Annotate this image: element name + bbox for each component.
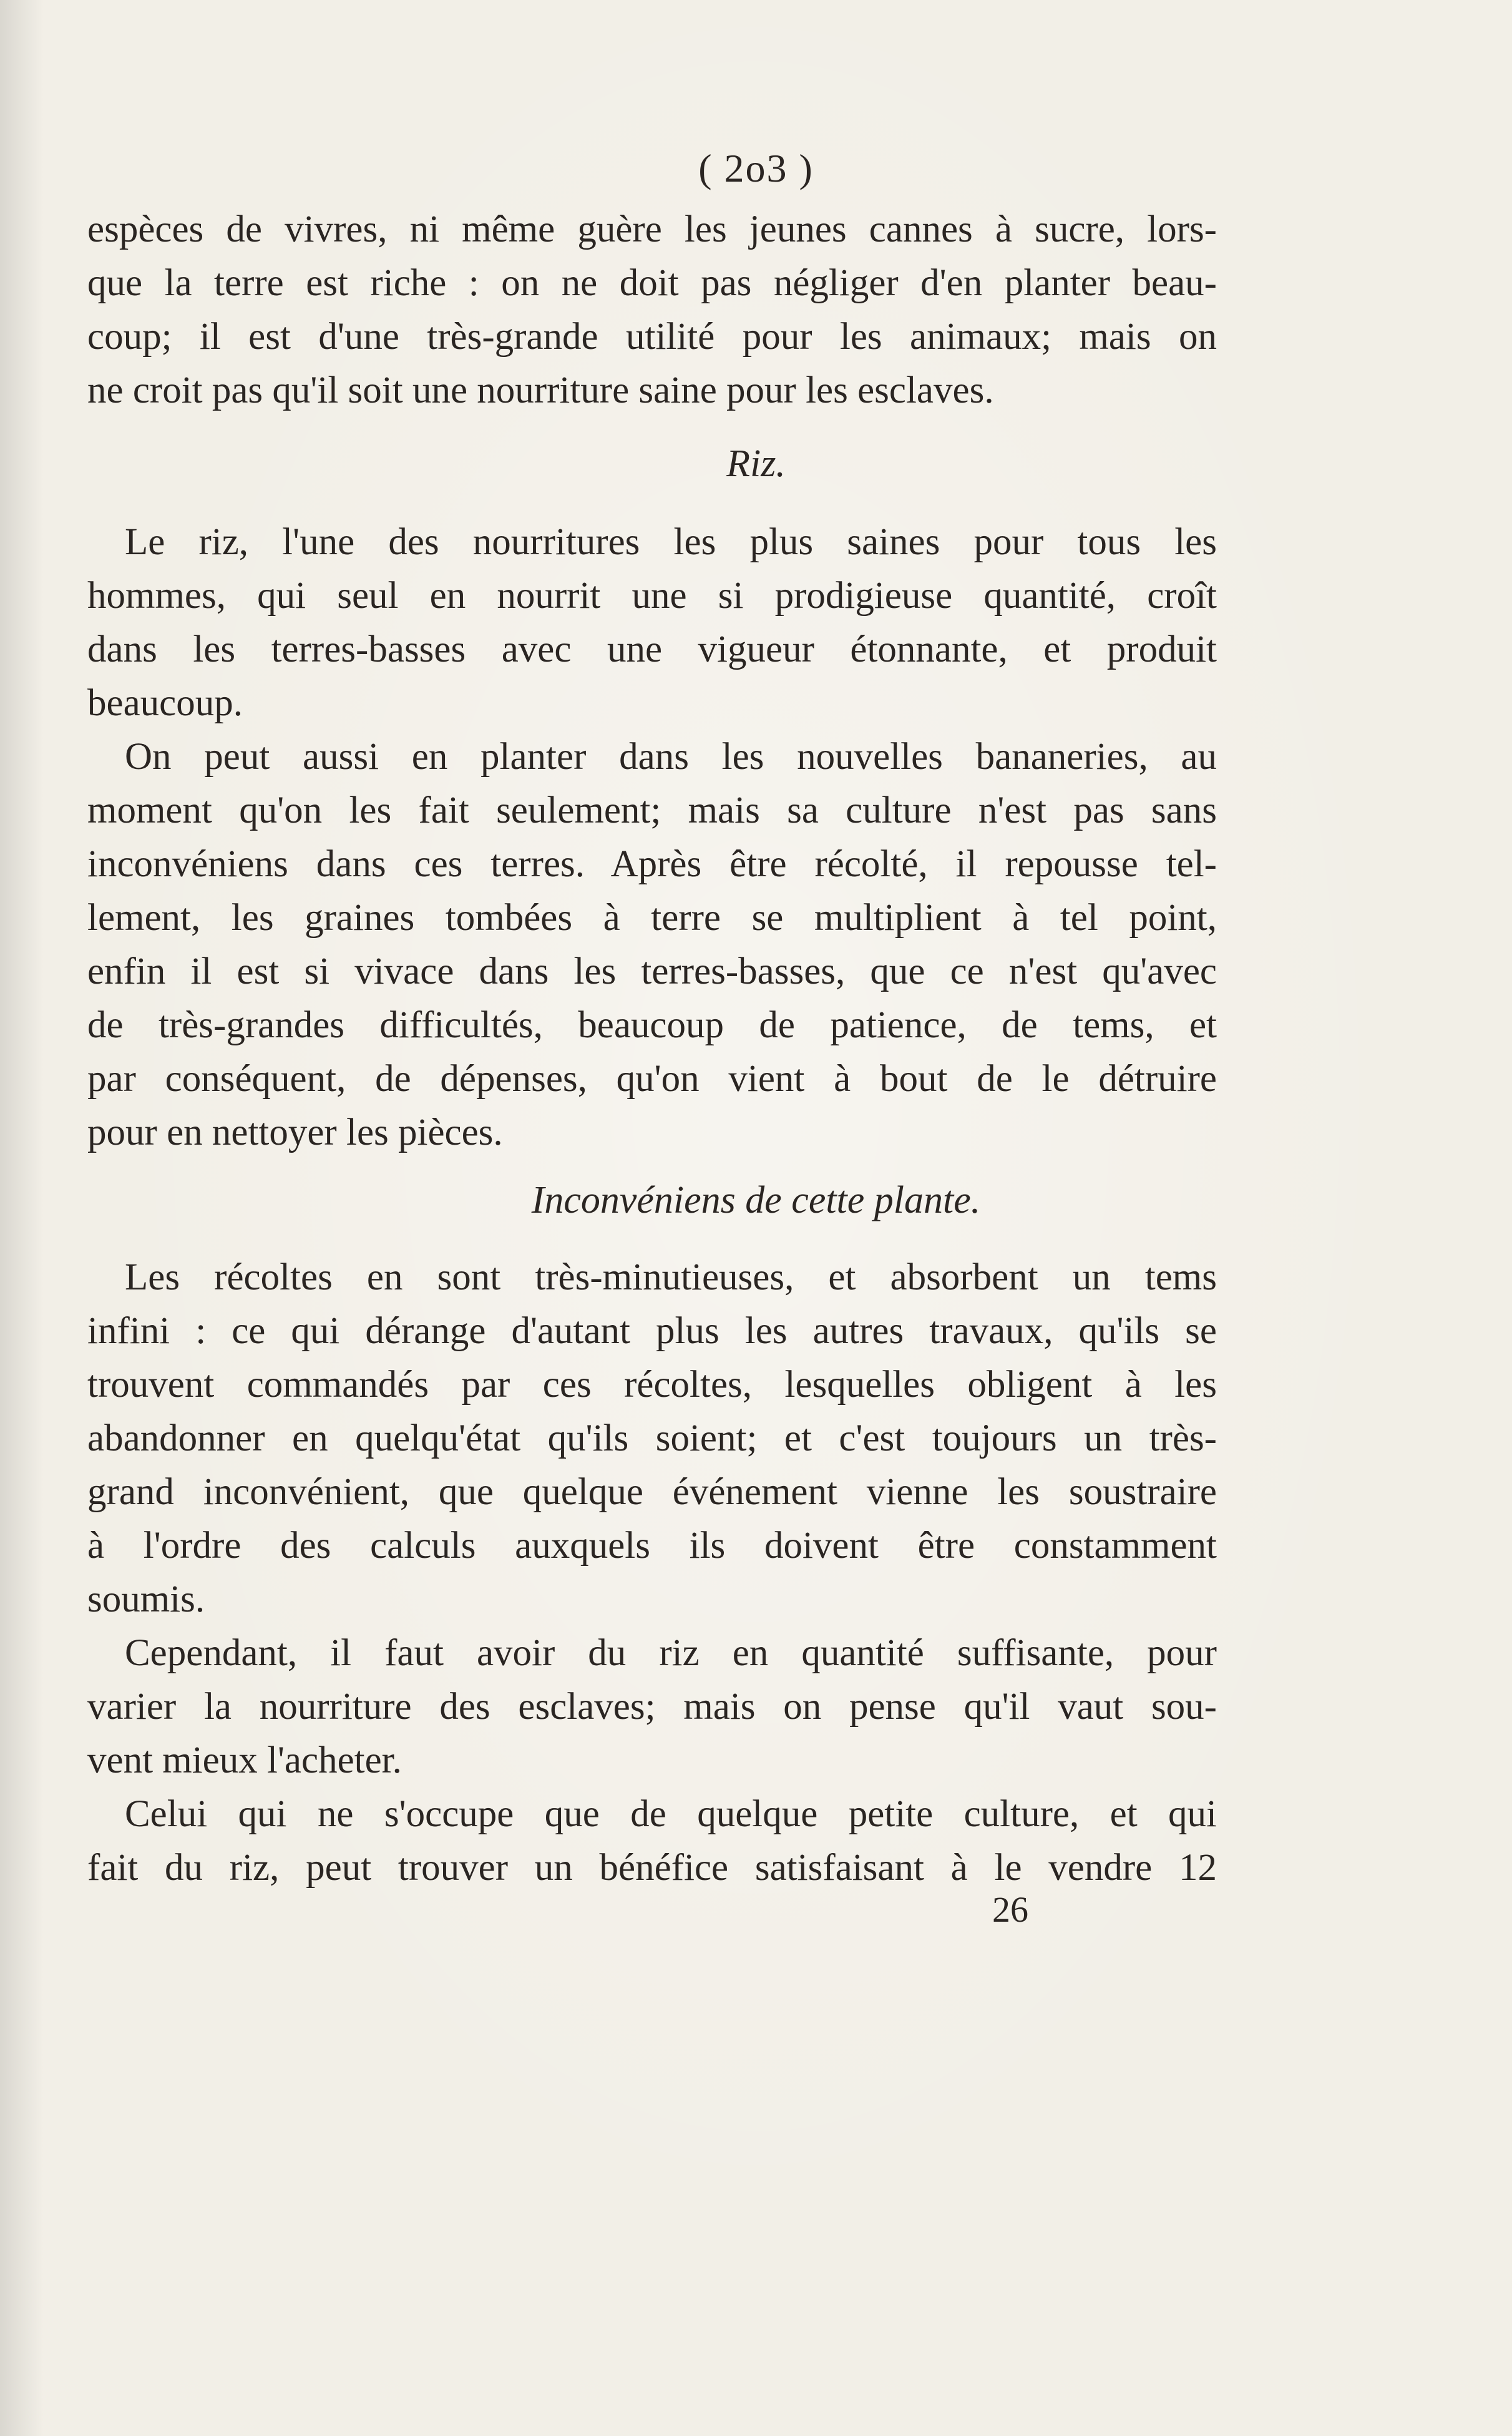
text-line: pour en nettoyer les pièces.: [87, 1112, 503, 1153]
text-line: ne croit pas qu'il soit une nourriture saine pour les esclaves.: [87, 369, 994, 411]
text-line: lement, les graines tombées à terre se multiplient à tel point,: [87, 897, 1217, 939]
text-line: hommes, qui seul en nourrit une si prodigieuse quantité, croît: [87, 575, 1217, 617]
text-line: Le riz, l'une des nourritures les plus saines pour tous les: [125, 521, 1217, 563]
section-heading-riz: Riz.: [726, 443, 786, 485]
text-line: infini : ce qui dérange d'autant plus les autres travaux, qu'ils se: [87, 1310, 1217, 1352]
text-line: grand inconvénient, que quelque événement vienne les soustraire: [87, 1471, 1217, 1513]
text-line: Cependant, il faut avoir du riz en quantité suffisante, pour: [125, 1632, 1217, 1674]
text-line: trouvent commandés par ces récoltes, lesquelles obligent à les: [87, 1364, 1217, 1406]
text-line: vent mieux l'acheter.: [87, 1739, 402, 1781]
text-line: Les récoltes en sont très-minutieuses, et absorbent un tems: [125, 1256, 1217, 1298]
text-line: coup; il est d'une très-grande utilité pour les animaux; mais on: [87, 316, 1217, 358]
text-line: inconvéniens dans ces terres. Après être récolté, il repousse tel-: [87, 843, 1217, 885]
text-line: de très-grandes difficultés, beaucoup de patience, de tems, et: [87, 1004, 1217, 1046]
text-line: dans les terres-basses avec une vigueur étonnante, et produit: [87, 629, 1217, 670]
text-line: moment qu'on les fait seulement; mais sa culture n'est pas sans: [87, 790, 1217, 831]
text-line: enfin il est si vivace dans les terres-basses, que ce n'est qu'avec: [87, 951, 1217, 992]
text-line: espèces de vivres, ni même guère les jeunes cannes à sucre, lors-: [87, 208, 1217, 250]
text-line: On peut aussi en planter dans les nouvelles bananeries, au: [125, 736, 1217, 778]
signature-mark: 26: [992, 1889, 1028, 1930]
text-line: varier la nourriture des esclaves; mais on pense qu'il vaut sou-: [87, 1686, 1217, 1728]
text-line: à l'ordre des calculs auxquels ils doivent être constamment: [87, 1525, 1217, 1567]
text-line: beaucoup.: [87, 682, 243, 724]
text-line: abandonner en quelqu'état qu'ils soient; et c'est toujours un très-: [87, 1417, 1217, 1459]
text-line: Celui qui ne s'occupe que de quelque petite culture, et qui: [125, 1793, 1217, 1835]
section-heading-inconveniens: Inconvéniens de cette plante.: [531, 1179, 981, 1221]
text-line: que la terre est riche : on ne doit pas négliger d'en planter beau-: [87, 262, 1217, 304]
page-number-header: ( 2o3 ): [698, 146, 814, 190]
text-line: fait du riz, peut trouver un bénéfice satisfaisant à le vendre 12: [87, 1847, 1217, 1889]
text-line: soumis.: [87, 1578, 205, 1620]
text-line: par conséquent, de dépenses, qu'on vient à bout de le détruire: [87, 1058, 1217, 1100]
